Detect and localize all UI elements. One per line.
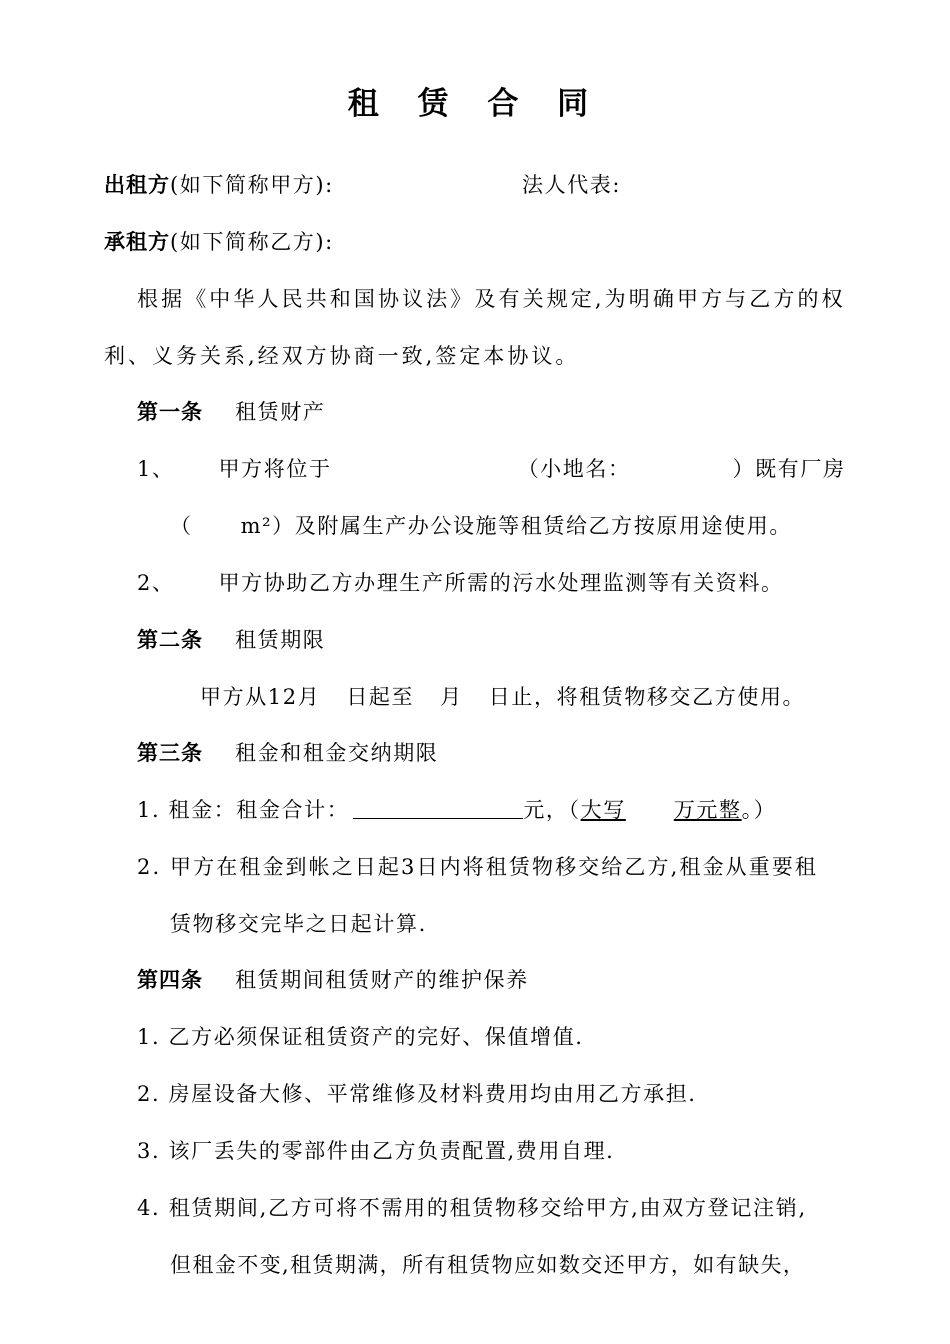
lessee-label: 承租方 xyxy=(104,230,170,254)
article-2-name: 租赁期限 xyxy=(235,628,326,652)
article-3-item-2-cont: 赁物移交完毕之日起计算. xyxy=(170,912,427,936)
item-text: 甲方协助乙方办理生产所需的污水处理监测等有关资料。 xyxy=(218,571,784,595)
article-1-name: 租赁财产 xyxy=(235,400,326,424)
article-4-item-4: 4. 租赁期间,乙方可将不需用的租赁物移交给甲方,由双方登记注销, xyxy=(137,1196,807,1220)
intro-line-2: 利、义务关系,经双方协商一致,签定本协议。 xyxy=(104,344,580,368)
item-number: 2、 xyxy=(137,571,175,595)
article-1-item-1 xyxy=(137,456,846,482)
lessor-line xyxy=(104,172,334,198)
item-text-place-name: （小地名： xyxy=(517,457,631,481)
article-1-item-1-cont xyxy=(170,513,792,539)
article-1-heading xyxy=(137,399,325,425)
article-1-item-2 xyxy=(137,570,784,596)
article-4-heading xyxy=(137,967,529,993)
article-4-item-3: 3. 该厂丢失的零部件由乙方负责配置,费用自理. xyxy=(137,1139,615,1163)
lessor-note: (如下简称甲方): xyxy=(170,173,334,197)
article-3-name: 租金和租金交纳期限 xyxy=(235,741,439,765)
term-start: 甲方从12月 xyxy=(200,685,321,709)
article-4-item-4-cont: 但租金不变,租赁期满，所有租赁物应如数交还甲方，如有缺失， xyxy=(170,1253,806,1277)
article-4-item-1: 1. 乙方必须保证租赁资产的完好、保值增值. xyxy=(137,1025,584,1049)
article-3-item-1 xyxy=(137,797,776,823)
area-text: m²）及附属生产办公设施等租赁给乙方按原用途使用。 xyxy=(240,514,792,538)
rent-uppercase: 大写 万元整 xyxy=(580,798,742,822)
article-3-heading xyxy=(137,740,438,766)
term-start-day: 日起至 xyxy=(346,685,415,709)
intro-line-1: 根据《中华人民共和国协议法》及有关规定,为明确甲方与乙方的权 xyxy=(137,287,846,311)
article-4-item-2: 2. 房屋设备大修、平常维修及材料费用均由用乙方承担. xyxy=(137,1082,697,1106)
article-2-title: 第二条 xyxy=(137,628,203,652)
item-text-location: 甲方将位于 xyxy=(218,457,332,481)
rent-label: 1. 租金：租金合计： xyxy=(137,798,350,822)
article-2-heading xyxy=(137,627,325,653)
rent-unit: 元，（ xyxy=(523,798,581,822)
lessor-label: 出租方 xyxy=(104,173,170,197)
legal-representative: 法人代表: xyxy=(522,173,622,197)
item-text-factory: ）既有厂房 xyxy=(732,457,846,481)
document-title: 租 赁 合 同 xyxy=(347,86,603,122)
area-open: （ xyxy=(170,514,193,538)
article-1-title: 第一条 xyxy=(137,400,203,424)
rent-amount-blank xyxy=(353,798,523,819)
rent-close: 。） xyxy=(741,798,777,822)
article-3-title: 第三条 xyxy=(137,741,203,765)
lessee-note: (如下简称乙方): xyxy=(170,230,334,254)
article-4-title: 第四条 xyxy=(137,968,203,992)
lessee-line xyxy=(104,229,334,255)
term-end-day: 日止，将租赁物移交乙方使用。 xyxy=(488,685,806,709)
term-end-month: 月 xyxy=(440,685,463,709)
item-number: 1、 xyxy=(137,457,175,481)
article-2-text xyxy=(200,684,805,710)
article-3-item-2: 2. 甲方在租金到帐之日起3日内将租赁物移交给乙方,租金从重要租 xyxy=(137,855,818,879)
article-4-name: 租赁期间租赁财产的维护保养 xyxy=(235,968,529,992)
